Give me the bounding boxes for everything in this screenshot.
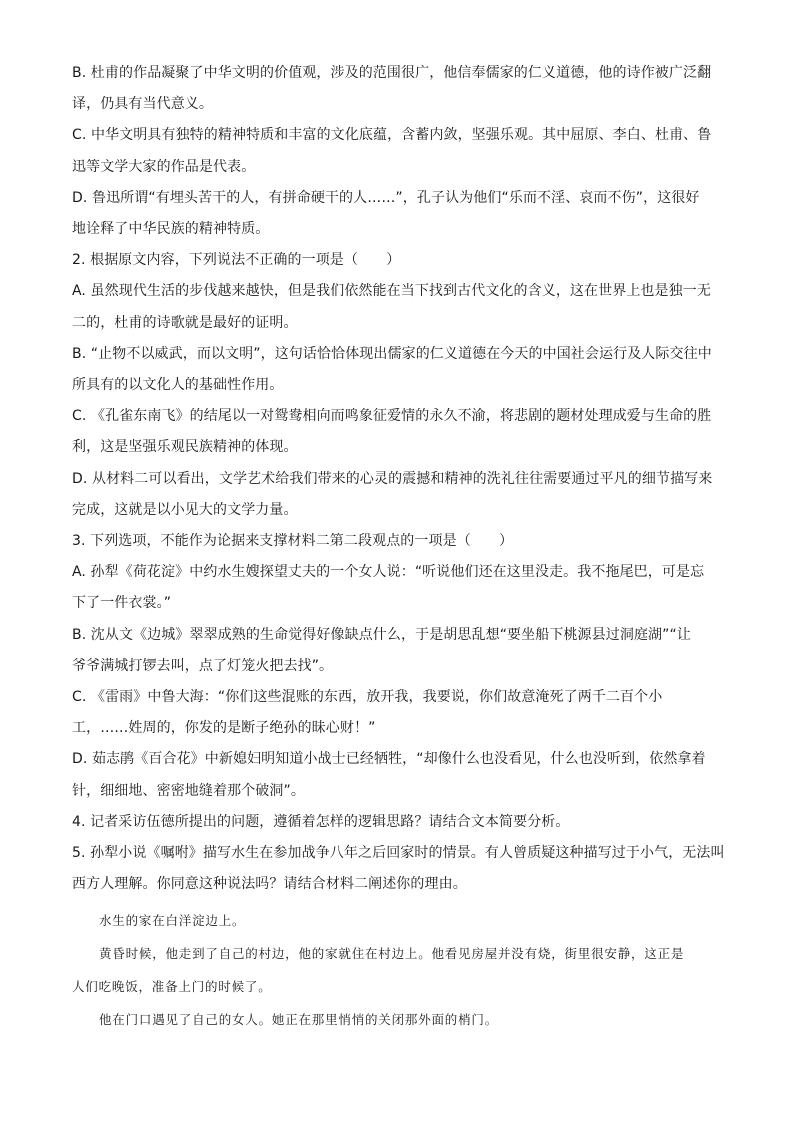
- q3-option-b-line-2: 爷爷满城打锣去叫，点了灯笼火把去找”。: [72, 657, 334, 674]
- question-3-stem: 3. 下列选项，不能作为论据来支撑材料二第二段观点的一项是（ ）: [72, 533, 514, 550]
- excerpt-paragraph-1: 水生的家在白洋淀边上。: [99, 913, 246, 929]
- q2-option-b-line-2: 所具有的以文化人的基础性作用。: [72, 377, 284, 394]
- novel-excerpt: [72, 904, 722, 1036]
- q2-option-b-line-1: B. “止物不以威武，而以文明”，这句话恰恰体现出儒家的仁义道德在今天的中国社会运行及人际交往中: [72, 345, 712, 362]
- excerpt-paragraph-3: 他在门口遇见了自己的女人。她正在那里悄悄的关闭那外面的梢门。: [99, 1012, 499, 1028]
- question-5-stem-line-1: 5. 孙犁小说《嘱咐》描写水生在参加战争八年之后回家时的情景。有人曾质疑这种描写过于小气，无法叫: [72, 845, 725, 862]
- excerpt-paragraph-2-line-1: 黄昏时候，他走到了自己的村边，他的家就住在村边上。他看见房屋并没有烧，街里很安静，这正是: [99, 946, 685, 962]
- option-b-line-1: B. 杜甫的作品凝聚了中华文明的价值观，涉及的范围很广，他信奉儒家的仁义道德，他的诗作被广泛翻: [72, 65, 712, 81]
- document-page: [72, 58, 725, 1036]
- question-5-stem-line-2: 西方人理解。你同意这种说法吗？请结合材料二阐述你的理由。: [72, 876, 467, 893]
- q2-option-a-line-1: A. 虽然现代生活的步伐越来越快，但是我们依然能在当下找到古代文化的含义，这在世界上也是独一无: [72, 283, 711, 300]
- q3-option-b-line-1: B. 沈从文《边城》翠翠成熟的生命觉得好像缺点什么，于是胡思乱想“要坐船下桃源县过洞庭湖”“让: [72, 626, 691, 643]
- q3-option-a-line-2: 下了一件衣裳。”: [72, 595, 172, 612]
- question-2-stem: 2. 根据原文内容，下列说法不正确的一项是（ ）: [72, 252, 401, 269]
- question-section: [72, 58, 725, 900]
- q2-option-d-line-2: 完成，这就是以小见大的文学力量。: [72, 501, 298, 518]
- q2-option-c-line-2: 利，这是坚强乐观民族精神的体现。: [72, 439, 298, 456]
- q3-option-a-line-1: A. 孙犁《荷花淀》中约水生嫂探望丈夫的一个女人说：“听说他们还在这里没走。我不拖尾巴，可是忘: [72, 564, 705, 581]
- option-d-line-1: D. 鲁迅所谓“有埋头苦干的人，有拼命硬干的人……”，孔子认为他们“乐而不淫、哀而不伤”，这很好: [72, 189, 700, 206]
- q3-option-d-line-1: D. 茹志鹃《百合花》中新媳妇明知道小战士已经牺牲，“却像什么也没看见，什么也没听到，依然拿着: [72, 751, 706, 768]
- q3-option-c-line-1: C. 《雷雨》中鲁大海：“你们这些混账的东西，放开我，我要说，你们故意淹死了两千二百个小: [72, 689, 663, 706]
- q2-option-a-line-2: 二的，杜甫的诗歌就是最好的证明。: [72, 314, 298, 331]
- q2-option-d-line-1: D. 从材料二可以看出，文学艺术给我们带来的心灵的震撼和精神的洗礼往往需要通过平凡的细节描写来: [72, 470, 713, 487]
- q3-option-c-line-2: 工，……姓周的，你发的是断子绝孙的昧心财！”: [72, 720, 376, 737]
- option-c-line-1: C. 中华文明具有独特的精神特质和丰富的文化底蕴，含蓄内敛，坚强乐观。其中屈原、李白、杜甫、鲁: [72, 127, 712, 144]
- excerpt-paragraph-2-line-2: 人们吃晚饭，准备上门的时候了。: [72, 979, 272, 995]
- option-d-line-2: 地诠释了中华民族的精神特质。: [72, 221, 270, 238]
- question-4-stem: 4. 记者采访伍德所提出的问题，遵循着怎样的逻辑思路？请结合文本简要分析。: [72, 813, 570, 830]
- q3-option-d-line-2: 针，细细地、密密地缝着那个破洞”。: [72, 782, 305, 799]
- q2-option-c-line-1: C. 《孔雀东南飞》的结尾以一对鸳鸯相向而鸣象征爱情的永久不渝，将悲剧的题材处理成爱与生命的胜: [72, 408, 712, 425]
- option-c-line-2: 迅等文学大家的作品是代表。: [72, 158, 256, 175]
- option-b-line-2: 译，仍具有当代意义。: [72, 96, 213, 113]
